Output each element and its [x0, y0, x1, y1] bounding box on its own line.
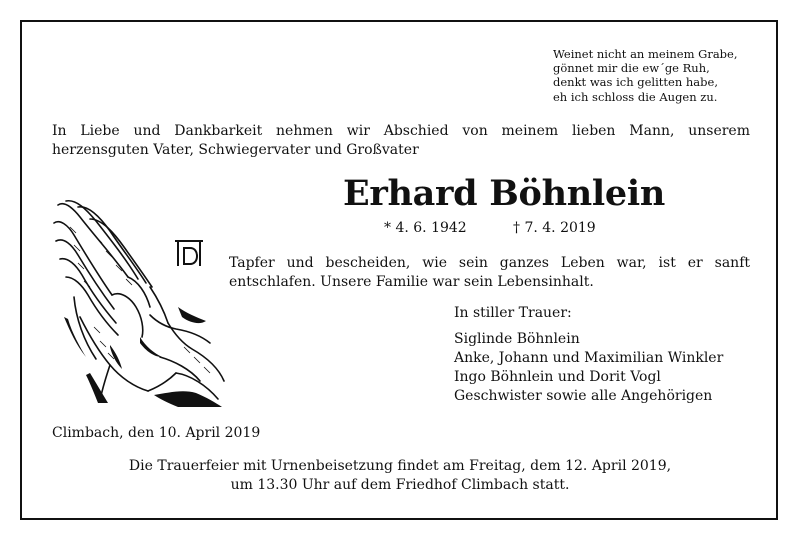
- durer-monogram-icon: [172, 238, 206, 268]
- place-date: Climbach, den 10. April 2019: [52, 425, 261, 441]
- mourners-list: [454, 330, 723, 406]
- tribute-line: Tapfer und bescheiden, wie sein ganzes Leben war, ist er sanft: [229, 255, 750, 271]
- poem-line: Weinet nicht an meinem Grabe,: [553, 47, 738, 61]
- tribute-text: [229, 254, 750, 292]
- praying-hands-icon: [50, 197, 230, 407]
- tribute-line: entschlafen. Unsere Familie war sein Lebensinhalt.: [229, 274, 594, 290]
- mourner-name: Anke, Johann und Maximilian Winkler: [454, 350, 724, 366]
- deceased-name: Erhard Böhnlein: [343, 173, 665, 214]
- mourner-name: Geschwister sowie alle Angehörigen: [454, 388, 713, 404]
- death-date: † 7. 4. 2019: [513, 220, 596, 236]
- poem-line: gönnet mir die ew´ge Ruh,: [553, 61, 710, 76]
- service-line: um 13.30 Uhr auf dem Friedhof Climbach statt.: [230, 477, 570, 493]
- mourners-heading: In stiller Trauer:: [454, 305, 572, 321]
- poem-line: denkt was ich gelitten habe,: [553, 75, 718, 90]
- birth-date: * 4. 6. 1942: [384, 220, 467, 236]
- mourner-name: Siglinde Böhnlein: [454, 331, 580, 347]
- poem: [553, 47, 738, 104]
- poem-line: eh ich schloss die Augen zu.: [553, 89, 718, 104]
- mourner-name: Ingo Böhnlein und Dorit Vogl: [454, 369, 661, 385]
- intro-line: In Liebe und Dankbarkeit nehmen wir Abschied von meinem lieben Mann, unserem: [52, 123, 750, 139]
- service-line: Die Trauerfeier mit Urnenbeisetzung findet am Freitag, dem 12. April 2019,: [128, 458, 672, 474]
- intro-line: herzensguten Vater, Schwiegervater und Großvater: [52, 142, 419, 158]
- service-notice: [60, 457, 740, 495]
- intro-text: [52, 122, 750, 160]
